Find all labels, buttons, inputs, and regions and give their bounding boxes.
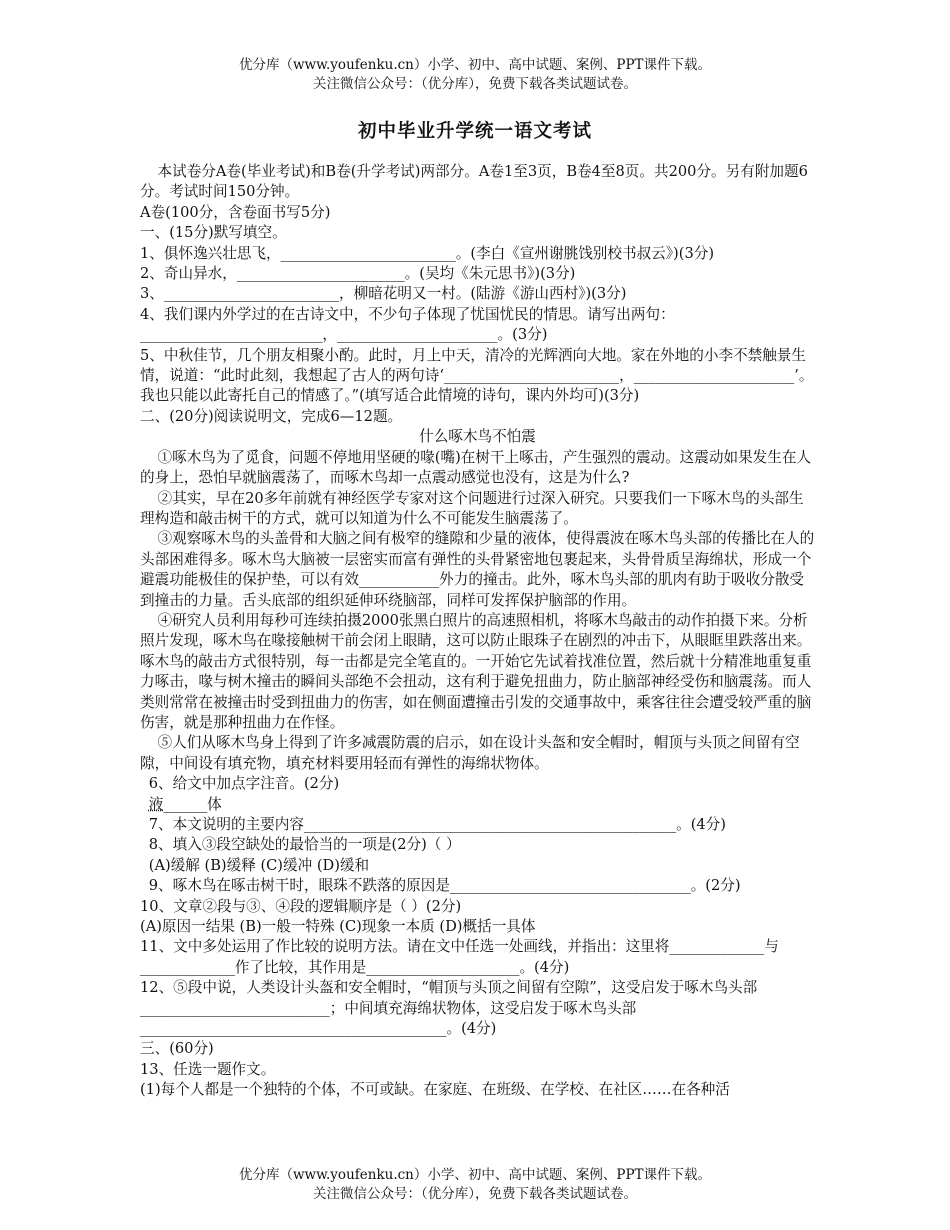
dotted-character: 液	[148, 795, 164, 813]
header-line-2: 关注微信公众号：（优分库），免费下载各类试题试卷。	[313, 76, 637, 92]
question-11: 11、文中多处运用了作比较的说明方法。请在文中任选一处画线，并指出：这里将_____________与_____________作了比较，其作用是_____________________。(4分)	[140, 938, 779, 976]
article-paragraph-5: ⑤人们从啄木鸟身上得到了许多减震防震的启示，如在设计头盔和安全帽时，帽顶与头顶之间留有空隙，中间设有填充物，填充材料要用轻而有弹性的海绵状物体。	[140, 734, 800, 772]
question-9: 9、啄木鸟在啄击树干时，眼珠不跌落的原因是_________________________________。(2分)	[148, 877, 741, 895]
question-6-item	[140, 795, 815, 815]
intro-text: 本试卷分A卷(毕业考试)和B卷(升学考试)两部分。A卷1至3页，B卷4至8页。共200分。另有附加题6分。考试时间150分钟。	[140, 163, 808, 201]
article-paragraph-4: ④研究人员利用每秒可连续拍摄2000张黑白照片的高速照相机，将啄木鸟敲击的动作拍摄下来。分析照片发现，啄木鸟在喙接触树干前会闭上眼睛，这可以防止眼珠子在剧烈的冲击下，从眼眶里跌落出来。啄木鸟的敲击方式很特别，每一击都是完全笔直的。一开始它先试着找准位置，然后就十分精准地重复重力啄击，喙与树木撞击的瞬间头部绝不会扭动，这有利于避免扭曲力，防止脑部神经受伤和脑震荡。而人类则常常在被撞击时受到扭曲力的伤害，如在侧面遭撞击引发的交通事故中，乘客往往会遭受较严重的脑伤害，就是那种扭曲力在作怪。	[140, 611, 812, 731]
footer-line-1: 优分库（www.youfenku.cn）小学、初中、高中试题、案例、PPT课件下载。	[238, 1167, 712, 1183]
question-2: 2、奇山异水，_______________________。(吴均《朱元思书》)(3分)	[140, 265, 576, 283]
question-13-option-1: (1)每个人都是一个独特的个体，不可或缺。在家庭、在班级、在学校、在社区……在各种活	[140, 1081, 730, 1099]
question-8: 8、填入③段空缺处的最恰当的一项是(2分)（ ）	[148, 836, 461, 854]
page-header	[0, 56, 950, 94]
article-paragraph-2: ②其实，早在20多年前就有神经医学专家对这个问题进行过深入研究。只要我们一下啄木鸟的头部生理构造和敲击树干的方式，就可以知道为什么不可能发生脑震荡了。	[140, 489, 804, 527]
volume-a-heading: A卷(100分，含卷面书写5分)	[140, 203, 331, 221]
article-paragraph-1: ①啄木鸟为了觅食，问题不停地用坚硬的喙(嘴)在树干上啄击，产生强烈的震动。这震动如果发生在人的身上，恐怕早就脑震荡了，而啄木鸟却一点震动感觉也没有，这是为什么?	[140, 448, 812, 487]
section2-heading: 二、(20分)阅读说明文，完成6—12题。	[140, 407, 403, 425]
section3-heading: 三、(60分)	[140, 1040, 214, 1058]
question-7: 7、本文说明的主要内容___________________________________________________。(4分)	[148, 816, 726, 833]
question-10-options: (A)原因一结果 (B)一般一特殊 (C)现象一本质 (D)概括一具体	[140, 918, 536, 936]
question-5: 5、中秋佳节，几个朋友相聚小酌。此时，月上中天，清冷的光辉洒向大地。家在外地的小李不禁触景生情，说道：“此时此刻，我想起了古人的两句诗‘________________________，______________________’。我也只能以此寄托自己的情感了。”(填写适合此情境的诗句，课内外均可)(3分)	[140, 346, 814, 405]
question-12: 12、⑤段中说，人类设计头盔和安全帽时，“帽顶与头顶之间留有空隙”，这受启发于啄木鸟头部__________________________；中间填充海绵状物体，这受启发于啄木鸟头部__________________________________________。(4分)	[140, 979, 758, 1038]
question-8-options: (A)缓解 (B)缓释 (C)缓冲 (D)缓和	[148, 856, 370, 874]
exam-body	[140, 162, 815, 1101]
page-title: 初中毕业升学统一语文考试	[357, 121, 592, 142]
section1-heading: 一、(15分)默写填空。	[140, 224, 287, 242]
footer-line-2: 关注微信公众号：（优分库），免费下载各类试题试卷。	[313, 1186, 637, 1202]
article-paragraph-3: ③观察啄木鸟的头盖骨和大脑之间有极窄的缝隙和少量的液体，使得震波在啄木鸟头部的传播比在人的头部困难得多。啄木鸟大脑被一层密实而富有弹性的头骨紧密地包裹起来，头骨骨质呈海绵状，形成一个避震功能极佳的保护垫，可以有效___________外力的撞击。此外，啄木鸟头部的肌肉有助于吸收分散受到撞击的力量。舌头底部的组织延伸环绕脑部，同样可发挥保护脑部的作用。	[140, 530, 815, 609]
header-line-1: 优分库（www.youfenku.cn）小学、初中、高中试题、案例、PPT课件下载。	[238, 57, 712, 73]
article-title: 什么啄木鸟不怕震	[419, 428, 536, 446]
question-6: 6、给文中加点字注音。(2分)	[148, 775, 340, 793]
question-13: 13、任选一题作文。	[140, 1060, 276, 1078]
page-footer	[0, 1166, 950, 1204]
question-4: 4、我们课内外学过的在古诗文中，不少句子体现了忧国忧民的情思。请写出两句：_________________________，______________________。(3分)	[140, 305, 675, 344]
question-1: 1、俱怀逸兴壮思飞，________________________。(李白《宣州谢朓饯别校书叔云》)(3分)	[140, 244, 715, 262]
question-10: 10、文章②段与③、④段的逻辑顺序是（ ）(2分)	[140, 897, 462, 915]
question-6-blank: ______体	[163, 795, 222, 813]
question-3: 3、________________________，柳暗花明又一村。(陆游《游山西村》)(3分)	[140, 285, 627, 303]
